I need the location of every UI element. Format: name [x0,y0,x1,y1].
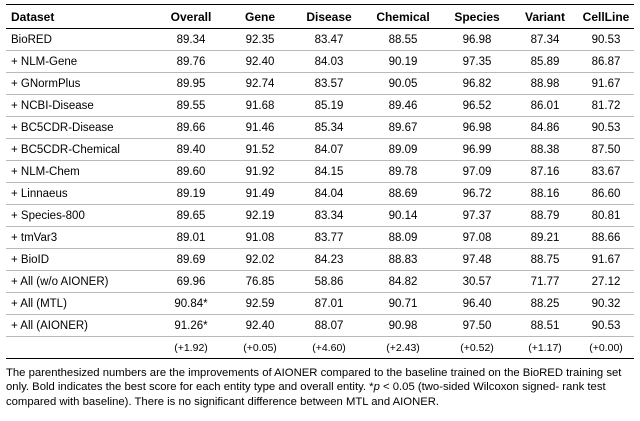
cell-value: 80.81 [578,205,634,227]
cell-value: 76.85 [226,271,294,293]
column-header-chemical: Chemical [364,5,442,29]
rule-cell [6,359,156,362]
cell-value: 88.55 [364,29,442,51]
cell-value: 89.65 [156,205,226,227]
cell-value: 92.59 [226,293,294,315]
table-row [6,183,634,205]
column-header-disease: Disease [294,5,364,29]
cell-value: 87.01 [294,293,364,315]
row-label: + NCBI-Disease [6,95,156,117]
cell-value: 83.47 [294,29,364,51]
cell-value: 83.77 [294,227,364,249]
cell-delta: (+4.60) [312,341,346,354]
cell-value: 87.16 [512,161,578,183]
cell-value: 90.05 [364,73,442,95]
row-label: + All (w/o AIONER) [6,271,156,293]
caption-italic-p: p [373,381,380,394]
cell-value: 89.40 [156,139,226,161]
cell-value: 91.49 [226,183,294,205]
cell-value: 91.26* [156,315,226,337]
cell-value: 96.98 [442,117,512,139]
cell-value: 83.67 [578,161,634,183]
row-label: + All (MTL) [6,293,156,315]
cell-value: 58.86 [294,271,364,293]
column-header-cellline: CellLine [578,5,634,29]
cell-value: 83.57 [294,73,364,95]
cell-value: 92.35 [226,29,294,51]
cell-value: 84.82 [364,271,442,293]
cell-value: 89.76 [156,51,226,73]
cell-value: 89.46 [364,95,442,117]
cell-value: 87.50 [578,139,634,161]
table-bottom-rule [6,359,634,362]
cell-value: 88.07 [294,315,364,337]
cell-value: 89.01 [156,227,226,249]
row-label: + NLM-Chem [6,161,156,183]
table-row [6,227,634,249]
cell-value: 97.09 [442,161,512,183]
cell-value: 89.09 [364,139,442,161]
table-row [6,29,634,51]
cell-value: 96.52 [442,95,512,117]
table-body [6,29,634,362]
cell-value: 92.19 [226,205,294,227]
table-row [6,51,634,73]
caption-line-2-cont: < 0.05 (two-sided Wilcoxon signed- [379,381,560,394]
cell-value: 96.99 [442,139,512,161]
row-label: + NLM-Gene [6,51,156,73]
cell-value: 84.15 [294,161,364,183]
table-row [6,293,634,315]
rule-cell [226,359,294,362]
cell-value: 86.87 [578,51,634,73]
cell-value: 87.34 [512,29,578,51]
cell-value: 97.48 [442,249,512,271]
cell-value: 81.72 [578,95,634,117]
cell-delta: (+2.43) [386,341,420,354]
column-header-dataset: Dataset [6,5,156,29]
table-row-aioner-deltas [6,337,634,359]
table-header-row [6,5,634,29]
cell-value: 88.51 [512,315,578,337]
cell-value: 88.83 [364,249,442,271]
column-header-overall: Overall [156,5,226,29]
cell-value: 90.98 [364,315,442,337]
cell-value: 92.40 [226,51,294,73]
cell-value: 89.34 [156,29,226,51]
caption-line-1: The parenthesized numbers are the improvements of AIONER compared to the baseline trained on the BioRED training [6,367,604,379]
caption-line-3: rank test compared with baseline). There is no significant difference between MTL and AIONER. [6,381,606,408]
cell-value: 96.72 [442,183,512,205]
cell-value: 71.77 [512,271,578,293]
column-header-variant: Variant [512,5,578,29]
rule-cell [364,359,442,362]
cell-value: 96.40 [442,293,512,315]
cell-value: 84.04 [294,183,364,205]
cell-value: 84.86 [512,117,578,139]
cell-value: 84.07 [294,139,364,161]
cell-value: 85.19 [294,95,364,117]
cell-value: 91.08 [226,227,294,249]
cell-value: 89.78 [364,161,442,183]
row-label: + BC5CDR-Disease [6,117,156,139]
table-row [6,271,634,293]
cell-value: 88.16 [512,183,578,205]
table-row [6,73,634,95]
cell-value: 89.19 [156,183,226,205]
cell-value: 90.14 [364,205,442,227]
cell-value: 91.68 [226,95,294,117]
column-header-species: Species [442,5,512,29]
cell-value: 89.67 [364,117,442,139]
cell-value: 85.34 [294,117,364,139]
cell-delta: (+0.05) [243,341,277,354]
column-header-gene: Gene [226,5,294,29]
row-label: BioRED [6,29,156,51]
cell-value: 91.46 [226,117,294,139]
cell-value: 92.74 [226,73,294,95]
cell-value: 97.08 [442,227,512,249]
caption-line-2: set only. Bold indicates the best score for each entity type and overall entity. * [6,367,622,394]
cell-delta: (+1.17) [528,341,562,354]
cell-value: 96.82 [442,73,512,95]
cell-value: 91.67 [578,73,634,95]
cell-value: 89.95 [156,73,226,95]
cell-value: 89.69 [156,249,226,271]
cell-value: 86.60 [578,183,634,205]
cell-value: 88.25 [512,293,578,315]
rule-cell [156,359,226,362]
cell-value: 89.60 [156,161,226,183]
rule-cell [578,359,634,362]
cell-value: 88.98 [512,73,578,95]
cell-value: 85.89 [512,51,578,73]
cell-value: 88.66 [578,227,634,249]
cell-value: 92.02 [226,249,294,271]
rule-cell [442,359,512,362]
cell-value: 91.52 [226,139,294,161]
cell-value: 97.35 [442,51,512,73]
cell-value: 27.12 [578,271,634,293]
row-label: + tmVar3 [6,227,156,249]
cell-delta: (+0.52) [460,341,494,354]
cell-value: 97.50 [442,315,512,337]
cell-value: 90.84* [156,293,226,315]
row-label: + BioID [6,249,156,271]
table-row [6,95,634,117]
cell-value: 84.03 [294,51,364,73]
cell-value: 90.53 [578,315,634,337]
cell-value: 88.38 [512,139,578,161]
cell-value: 91.92 [226,161,294,183]
cell-value: 92.40 [226,315,294,337]
cell-value: 90.53 [578,29,634,51]
row-label: + All (AIONER) [6,315,156,337]
cell-value: 90.53 [578,117,634,139]
cell-value: 88.69 [364,183,442,205]
rule-cell [512,359,578,362]
cell-value: 88.79 [512,205,578,227]
cell-value: 69.96 [156,271,226,293]
cell-value: 83.34 [294,205,364,227]
row-label-empty [6,337,156,359]
cell-value: 88.09 [364,227,442,249]
cell-value: 30.57 [442,271,512,293]
results-table [6,4,634,361]
table-row [6,117,634,139]
row-label: + GNormPlus [6,73,156,95]
table-row-aioner [6,315,634,337]
table-row [6,139,634,161]
row-label: + Species-800 [6,205,156,227]
cell-value: 96.98 [442,29,512,51]
cell-value: 84.23 [294,249,364,271]
row-label: + BC5CDR-Chemical [6,139,156,161]
cell-value: 86.01 [512,95,578,117]
table-row [6,205,634,227]
table-row [6,161,634,183]
cell-value: 88.75 [512,249,578,271]
rule-cell [294,359,364,362]
cell-value: 97.37 [442,205,512,227]
cell-delta: (+0.00) [589,341,623,354]
cell-value: 90.32 [578,293,634,315]
cell-value: 90.19 [364,51,442,73]
cell-value: 89.21 [512,227,578,249]
cell-value: 89.55 [156,95,226,117]
cell-value: 89.66 [156,117,226,139]
row-label: + Linnaeus [6,183,156,205]
cell-value: 90.71 [364,293,442,315]
table-row [6,249,634,271]
table-caption [6,366,634,409]
cell-delta: (+1.92) [174,341,208,354]
cell-value: 91.67 [578,249,634,271]
